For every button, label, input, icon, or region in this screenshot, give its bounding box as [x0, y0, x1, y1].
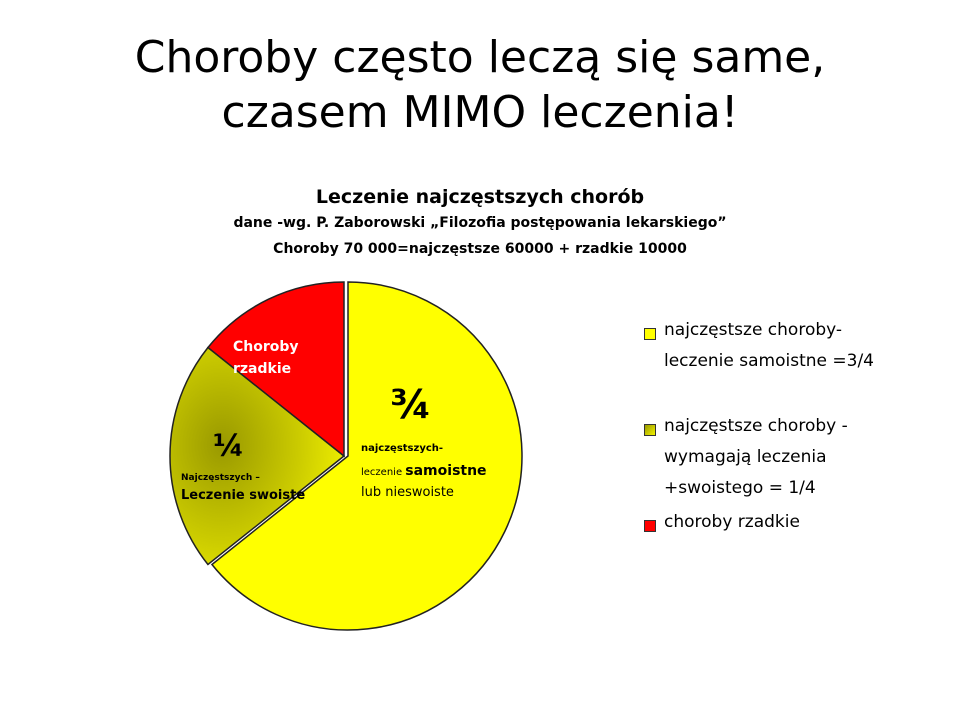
big-slice-label: najczęstszych- leczenie samoistne lub nieswoiste [361, 443, 487, 500]
small-slice-fraction: ¼ [213, 429, 245, 464]
small-slice-label: Najczęstszych – Leczenie swoiste [181, 473, 306, 503]
legend-swatch-olive [644, 424, 656, 436]
slide-title-line1: Choroby często leczą się same, [134, 32, 826, 83]
chart-subtitle-source: dane -wg. P. Zaborowski „Filozofia postępowania lekarskiego” [233, 215, 727, 231]
legend-swatch-red [644, 520, 656, 532]
rare-slice-label: Choroby rzadkie [233, 339, 299, 377]
legend-swatch-yellow [644, 328, 656, 340]
big-slice-fraction: ¾ [390, 382, 432, 428]
slide-title-line2: czasem MIMO leczenia! [221, 87, 739, 138]
chart-subtitle-totals: Choroby 70 000=najczęstsze 60000 + rzadkie 10000 [273, 241, 687, 257]
chart-title: Leczenie najczęstszych chorób [315, 186, 645, 208]
